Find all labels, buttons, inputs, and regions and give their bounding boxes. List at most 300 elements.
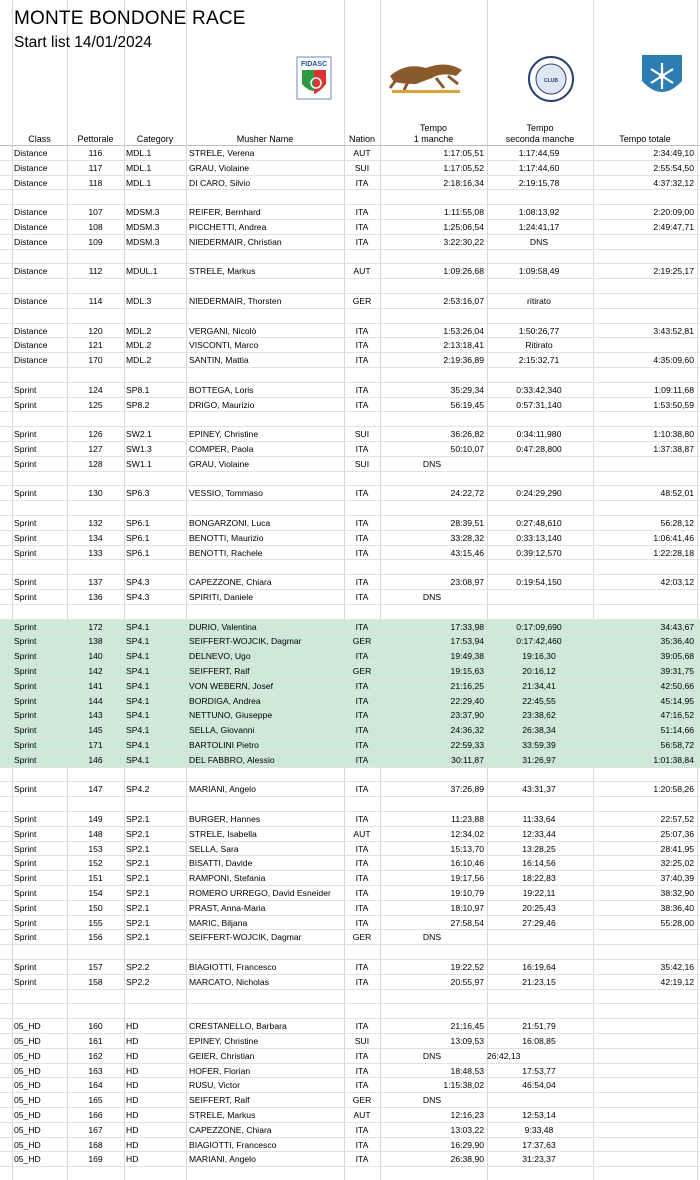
cell-name: BIAGIOTTI, Francesco	[189, 962, 277, 972]
cell-t2: 1:17:44,60	[518, 162, 560, 173]
cell-cat: SP4.2	[126, 784, 150, 795]
cell-t2: 43:31,37	[522, 784, 556, 795]
cell-cat: SP4.3	[126, 577, 150, 588]
svg-text:CLUB: CLUB	[544, 78, 558, 84]
cell-class: Distance	[14, 162, 48, 173]
cell-bib: 166	[88, 1110, 103, 1120]
cell-class: Sprint	[14, 384, 37, 395]
cell-cat: MDL.2	[126, 355, 152, 366]
table-row	[0, 708, 700, 723]
cell-tot: 3:43:52,81	[653, 325, 694, 336]
cell-bib: 130	[88, 488, 103, 499]
cell-t1: DNS	[422, 592, 442, 602]
table-row	[0, 324, 700, 339]
cell-tot: 2:19:25,17	[653, 266, 694, 277]
cell-t1: DNS	[422, 1050, 442, 1061]
cell-bib: 137	[88, 577, 103, 588]
cell-class: Distance	[14, 148, 48, 158]
cell-bib: 165	[88, 1095, 103, 1106]
cell-t1: 16:10,46	[450, 858, 484, 869]
cell-tot: 1:06:41,46	[653, 532, 694, 543]
cell-bib: 153	[88, 843, 103, 854]
cell-tot: 1:09:11,68	[654, 384, 694, 395]
cell-cat: MDL.3	[126, 296, 152, 306]
cell-bib: 170	[88, 355, 103, 366]
cell-bib: 163	[88, 1065, 103, 1076]
cell-nation: ITA	[355, 784, 369, 795]
cell-t1: 17:53,94	[450, 636, 484, 647]
table-row	[0, 1152, 700, 1167]
header-run1-top: Tempo	[419, 123, 447, 133]
cell-name: VESSIO, Tommaso	[189, 488, 263, 499]
cell-class: 05_HD	[14, 1154, 41, 1165]
cell-bib: 144	[88, 695, 103, 706]
cell-class: 05_HD	[14, 1139, 41, 1150]
table-row	[0, 723, 700, 738]
cell-t2: 0:34:11,980	[516, 429, 562, 440]
cell-name: SELLA, Giovanni	[189, 725, 255, 736]
table-row	[0, 620, 700, 635]
cell-cat: HD	[126, 1139, 139, 1150]
cell-nation: AUT	[353, 148, 371, 158]
cell-cat: MDSM.3	[126, 236, 160, 247]
cell-class: Sprint	[14, 444, 37, 454]
cell-bib: 164	[88, 1080, 103, 1091]
cell-t1: 50:10,07	[450, 444, 484, 454]
cell-nation: ITA	[355, 710, 369, 721]
cell-t2: 9:33,48	[524, 1124, 554, 1135]
cell-t2: 21:51,79	[522, 1021, 556, 1032]
table-row	[0, 886, 700, 901]
cell-name: MARIANI, Angelo	[189, 1154, 256, 1165]
cell-nation: ITA	[355, 1154, 369, 1165]
cell-name: VON WEBERN, Josef	[189, 680, 274, 691]
cell-t1: 21:16,25	[450, 680, 484, 691]
cell-cat: HD	[126, 1050, 139, 1061]
cell-t1: 2:13:18,41	[443, 340, 484, 351]
cell-tot: 55:28,00	[660, 917, 694, 928]
cell-nation: ITA	[355, 518, 369, 528]
cell-bib: 172	[88, 621, 103, 632]
cell-bib: 143	[88, 710, 103, 721]
cell-name: ROMERO URREGO, David Esneider	[189, 888, 331, 898]
cell-t2: 16:08,85	[522, 1036, 556, 1046]
cell-class: Distance	[14, 177, 48, 188]
cell-bib: 124	[88, 384, 103, 395]
cell-tot: 2:20:09,00	[653, 207, 694, 218]
cell-t1: 28:39,51	[450, 518, 484, 528]
cell-t1: DNS	[422, 458, 442, 469]
table-row	[0, 916, 700, 931]
table-row	[0, 738, 700, 753]
cell-t2: 19:22,11	[522, 888, 556, 898]
cell-t1: 18:48,53	[450, 1065, 484, 1076]
cell-tot: 34:43,67	[660, 621, 694, 632]
table-row	[0, 649, 700, 664]
cell-bib: 161	[88, 1036, 103, 1046]
page-subtitle: Start list 14/01/2024	[14, 34, 152, 51]
cell-t2: 0:57:31,140	[516, 399, 562, 410]
cell-cat: SP2.1	[126, 858, 150, 869]
cell-t1: 12:34,02	[450, 828, 484, 839]
cell-t1: DNS	[422, 1095, 442, 1106]
table-row	[0, 1019, 700, 1034]
table-row	[0, 383, 700, 398]
cell-name: STRELE, Isabella	[189, 828, 257, 839]
cell-nation: SUI	[354, 429, 370, 440]
cell-class: Sprint	[14, 858, 37, 869]
cell-name: BOTTEGA, Loris	[189, 384, 254, 395]
cell-name: REIFER, Bernhard	[189, 207, 261, 218]
cell-t2: 31:23,37	[522, 1154, 556, 1165]
cell-class: 05_HD	[14, 1080, 41, 1091]
cell-t1: 56:19,45	[450, 399, 484, 410]
cell-tot: 56:58,72	[660, 740, 694, 750]
cell-cat: SP8.2	[126, 399, 150, 410]
cell-tot: 35:42,16	[660, 962, 694, 972]
cell-tot: 1:20:58,26	[653, 784, 694, 795]
cell-cat: SP2.1	[126, 888, 150, 898]
cell-name: SEIFFERT, Ralf	[189, 1095, 250, 1106]
cell-t2: 1:08:13,92	[518, 207, 560, 218]
cell-cat: SP4.1	[126, 636, 150, 647]
cell-t1: 19:17,56	[450, 873, 484, 884]
cell-nation: ITA	[355, 384, 369, 395]
cell-nation: ITA	[355, 577, 369, 588]
cell-cat: HD	[126, 1110, 139, 1120]
cell-class: Sprint	[14, 902, 37, 913]
cell-bib: 150	[88, 902, 103, 913]
cell-t2: 17:37,63	[522, 1139, 556, 1150]
cell-cat: HD	[126, 1154, 139, 1165]
cell-bib: 142	[88, 666, 103, 676]
header-musher: Musher Name	[236, 134, 294, 144]
cell-nation: ITA	[355, 843, 369, 854]
cell-cat: SP2.1	[126, 828, 150, 839]
cell-cat: SP4.1	[126, 710, 150, 721]
cell-t1: 23:08,97	[450, 577, 484, 588]
table-row	[0, 235, 700, 250]
cell-bib: 114	[88, 296, 103, 306]
table-row	[0, 694, 700, 709]
cell-nation: SUI	[354, 1036, 370, 1046]
cell-t2: 20:16,12	[522, 666, 556, 676]
cell-name: SPIRITI, Daniele	[189, 592, 253, 602]
cell-tot: 2:34:49,10	[653, 148, 694, 158]
cell-name: GEIER, Christian	[189, 1050, 255, 1061]
cell-bib: 136	[88, 592, 103, 602]
cell-name: SELLA, Sara	[189, 843, 239, 854]
cell-bib: 160	[88, 1021, 103, 1032]
cell-class: 05_HD	[14, 1110, 41, 1120]
table-row	[0, 442, 700, 457]
cell-bib: 127	[88, 444, 103, 454]
cell-cat: SP8.1	[126, 384, 150, 395]
cell-tot: 25:07,36	[660, 828, 694, 839]
cell-tot: 42:03,12	[660, 577, 694, 588]
cell-nation: AUT	[353, 1110, 371, 1120]
cell-t2: 0:19:54,150	[516, 577, 562, 588]
header-run2-top: Tempo	[526, 123, 554, 133]
table-row	[0, 812, 700, 827]
cell-name: MARIANI, Angelo	[189, 784, 256, 795]
cell-t1: 21:16,45	[450, 1021, 484, 1032]
header-nation: Nation	[348, 134, 375, 144]
cell-class: Sprint	[14, 873, 37, 884]
cell-tot: 1:10:38,80	[653, 429, 694, 440]
cell-name: DEL FABBRO, Alessio	[189, 754, 275, 765]
cell-name: DI CARO, Silvio	[189, 177, 251, 188]
cell-name: SEIFFERT, Ralf	[189, 666, 250, 676]
cell-t2: 19:16,30	[522, 651, 556, 662]
cell-cat: SP4.1	[126, 651, 150, 662]
cell-nation: ITA	[355, 1080, 369, 1091]
cell-bib: 158	[88, 976, 103, 987]
table-row	[0, 338, 700, 353]
cell-name: MARIC, Biljana	[189, 917, 248, 928]
cell-class: Sprint	[14, 740, 37, 750]
cell-cat: SP6.1	[126, 532, 150, 543]
cell-nation: SUI	[354, 458, 370, 469]
club-italiano-sleddog-logo	[527, 55, 575, 103]
cell-tot: 2:55:54,50	[653, 162, 694, 173]
cell-nation: ITA	[355, 621, 369, 632]
cell-name: BURGER, Hannes	[189, 814, 261, 824]
cell-t2: DNS	[529, 236, 549, 247]
cell-t2: 17:53,77	[522, 1065, 556, 1076]
cell-nation: ITA	[355, 1124, 369, 1135]
cell-class: Sprint	[14, 532, 37, 543]
cell-nation: ITA	[355, 695, 369, 706]
cell-t1: 2:19:36,89	[443, 355, 484, 366]
cell-cat: SP2.1	[126, 814, 150, 824]
cell-bib: 157	[88, 962, 103, 972]
cell-name: NIEDERMAIR, Christian	[189, 236, 282, 247]
cell-name: VISCONTI, Marco	[189, 340, 259, 351]
cell-cat: SP6.3	[126, 488, 150, 499]
cell-class: Sprint	[14, 488, 37, 499]
cell-t1: 30:11,87	[451, 754, 484, 765]
blank-row	[0, 990, 700, 1005]
cell-nation: ITA	[355, 902, 369, 913]
cell-nation: ITA	[355, 222, 369, 232]
cell-bib: 120	[88, 325, 103, 336]
cell-t2: 33:59,39	[522, 740, 556, 750]
cell-nation: ITA	[355, 325, 369, 336]
cell-nation: GER	[352, 636, 372, 647]
cell-class: Sprint	[14, 547, 37, 558]
cell-class: Distance	[14, 222, 48, 232]
cell-class: Distance	[14, 236, 48, 247]
cell-bib: 126	[88, 429, 103, 440]
cell-tot: 22:57,52	[660, 814, 694, 824]
cell-cat: MDL.1	[126, 148, 152, 158]
cell-t2: 26:42,13	[487, 1050, 521, 1061]
cell-t2: 16:19,64	[522, 962, 556, 972]
table-row	[0, 1034, 700, 1049]
cell-bib: 148	[88, 828, 103, 839]
header-bib: Pettorale	[77, 134, 114, 144]
cell-t1: 18:10,97	[450, 902, 484, 913]
cell-bib: 132	[88, 518, 103, 528]
cell-tot: 37:40,39	[660, 873, 694, 884]
cell-t1: 43:15,46	[450, 547, 484, 558]
cell-t1: 22:29,40	[450, 695, 484, 706]
cell-bib: 146	[88, 754, 103, 765]
cell-nation: ITA	[355, 399, 369, 410]
cell-name: DURIO, Valentina	[189, 621, 257, 632]
table-row	[0, 531, 700, 546]
header-category: Category	[136, 134, 174, 144]
cell-class: Sprint	[14, 399, 37, 410]
cell-class: Sprint	[14, 725, 37, 736]
cell-t2: 12:53,14	[522, 1110, 556, 1120]
cell-bib: 125	[88, 399, 103, 410]
cell-nation: AUT	[353, 266, 371, 277]
cell-cat: SP4.1	[126, 725, 150, 736]
cell-class: Sprint	[14, 695, 37, 706]
cell-tot: 2:49:47,71	[653, 222, 694, 232]
cell-t2: 18:22,83	[522, 873, 556, 884]
cell-t2: 0:17:09,690	[516, 621, 562, 632]
table-row	[0, 1093, 700, 1108]
cell-t1: 19:15,63	[450, 666, 484, 676]
cell-name: CRESTANELLO, Barbara	[189, 1021, 287, 1032]
cell-t1: 1:53:26,04	[443, 325, 484, 336]
cell-name: NETTUNO, Giuseppe	[189, 710, 273, 721]
cell-class: Sprint	[14, 577, 37, 588]
table-row	[0, 1078, 700, 1093]
cell-t1: 36:26,82	[450, 429, 484, 440]
cell-tot: 39:31,75	[660, 666, 694, 676]
cell-nation: ITA	[355, 888, 369, 898]
cell-class: Sprint	[14, 976, 37, 987]
cell-bib: 151	[88, 873, 103, 884]
cell-tot: 48:52,01	[660, 488, 694, 499]
blank-row	[0, 945, 700, 960]
table-row	[0, 516, 700, 531]
table-row	[0, 1108, 700, 1123]
cell-nation: ITA	[355, 444, 369, 454]
cell-cat: SP4.1	[126, 740, 150, 750]
cell-nation: ITA	[355, 177, 369, 188]
blank-row	[0, 309, 700, 324]
cell-nation: ITA	[355, 1065, 369, 1076]
cell-bib: 162	[88, 1050, 103, 1061]
blank-row	[0, 279, 700, 294]
cell-cat: HD	[126, 1124, 139, 1135]
cell-bib: 108	[88, 222, 103, 232]
cell-cat: MDSM.3	[126, 222, 160, 232]
cell-t2: 46:54,04	[522, 1080, 556, 1091]
cell-class: Sprint	[14, 888, 37, 898]
cell-tot: 39:05,68	[660, 651, 694, 662]
cell-tot: 45:14,95	[660, 695, 694, 706]
cell-t2: 1:24:41,17	[518, 222, 560, 232]
cell-name: BENOTTI, Maurizio	[189, 532, 264, 543]
cell-nation: ITA	[355, 592, 369, 602]
table-row	[0, 220, 700, 235]
cell-cat: SP2.2	[126, 976, 150, 987]
cell-cat: MDL.1	[126, 177, 152, 188]
cell-name: SEIFFERT-WOJCIK, Dagmar	[189, 636, 302, 647]
cell-class: 05_HD	[14, 1124, 41, 1135]
cell-bib: 118	[88, 177, 103, 188]
cell-nation: ITA	[355, 680, 369, 691]
cell-t2: 0:33:42,340	[516, 384, 562, 395]
cell-t1: DNS	[422, 932, 442, 943]
cell-t2: 0:33:13,140	[516, 532, 562, 543]
cell-tot: 1:22:28,18	[653, 547, 694, 558]
table-row	[0, 930, 700, 945]
cell-t1: 11:23,88	[451, 814, 484, 824]
cell-nation: ITA	[355, 1050, 369, 1061]
cell-bib: 145	[88, 725, 103, 736]
cell-t1: 19:49,38	[450, 651, 484, 662]
table-row	[0, 205, 700, 220]
blank-row	[0, 190, 700, 205]
cell-class: Sprint	[14, 429, 37, 440]
cell-nation: AUT	[353, 828, 371, 839]
cell-t1: 37:26,89	[450, 784, 484, 795]
cell-cat: SP4.1	[126, 621, 150, 632]
cell-nation: ITA	[355, 1139, 369, 1150]
cell-t2: 2:15:32,71	[518, 355, 560, 366]
cell-cat: MDL.2	[126, 325, 152, 336]
cell-nation: ITA	[355, 858, 369, 869]
cell-t1: 35:29,34	[450, 384, 484, 395]
cell-nation: ITA	[355, 873, 369, 884]
cell-t1: 13:09,53	[450, 1036, 484, 1046]
cell-name: HOFER, Florian	[189, 1065, 251, 1076]
table-row	[0, 1123, 700, 1138]
cell-t2: 23:38,62	[522, 710, 556, 721]
cell-t1: 26:38,90	[450, 1154, 484, 1165]
table-row	[0, 457, 700, 472]
cell-class: Distance	[14, 266, 48, 277]
fidasc-logo	[296, 56, 332, 100]
cell-name: GRAU, Violaine	[189, 162, 250, 173]
cell-bib: 152	[88, 858, 103, 869]
cell-tot: 28:41,95	[660, 843, 694, 854]
cell-bib: 134	[88, 532, 103, 543]
cell-name: EPINEY, Christine	[189, 1036, 259, 1046]
cell-class: Sprint	[14, 917, 37, 928]
cell-nation: ITA	[355, 740, 369, 750]
cell-bib: 168	[88, 1139, 103, 1150]
cell-t1: 23:37,90	[450, 710, 484, 721]
cell-t1: 20:55,97	[450, 976, 484, 987]
cell-class: 05_HD	[14, 1065, 41, 1076]
cell-t1: 13:03,22	[450, 1124, 484, 1135]
blank-row	[0, 560, 700, 575]
cell-class: 05_HD	[14, 1036, 41, 1046]
cell-name: RUSU, Victor	[189, 1080, 240, 1091]
cell-t1: 27:58,54	[450, 917, 484, 928]
header-total: Tempo totale	[619, 134, 671, 144]
cell-class: Sprint	[14, 932, 37, 943]
table-row	[0, 1064, 700, 1079]
cell-class: Sprint	[14, 651, 37, 662]
cell-tot: 38:36,40	[660, 902, 694, 913]
table-row	[0, 1049, 700, 1064]
cell-t2: 16:14,56	[522, 858, 556, 869]
cell-bib: 112	[88, 266, 103, 277]
snowflake-club-logo	[639, 51, 685, 103]
cell-name: BORDIGA, Andrea	[189, 695, 261, 706]
cell-t1: 1:09:26,68	[443, 266, 484, 277]
cell-class: Sprint	[14, 621, 37, 632]
